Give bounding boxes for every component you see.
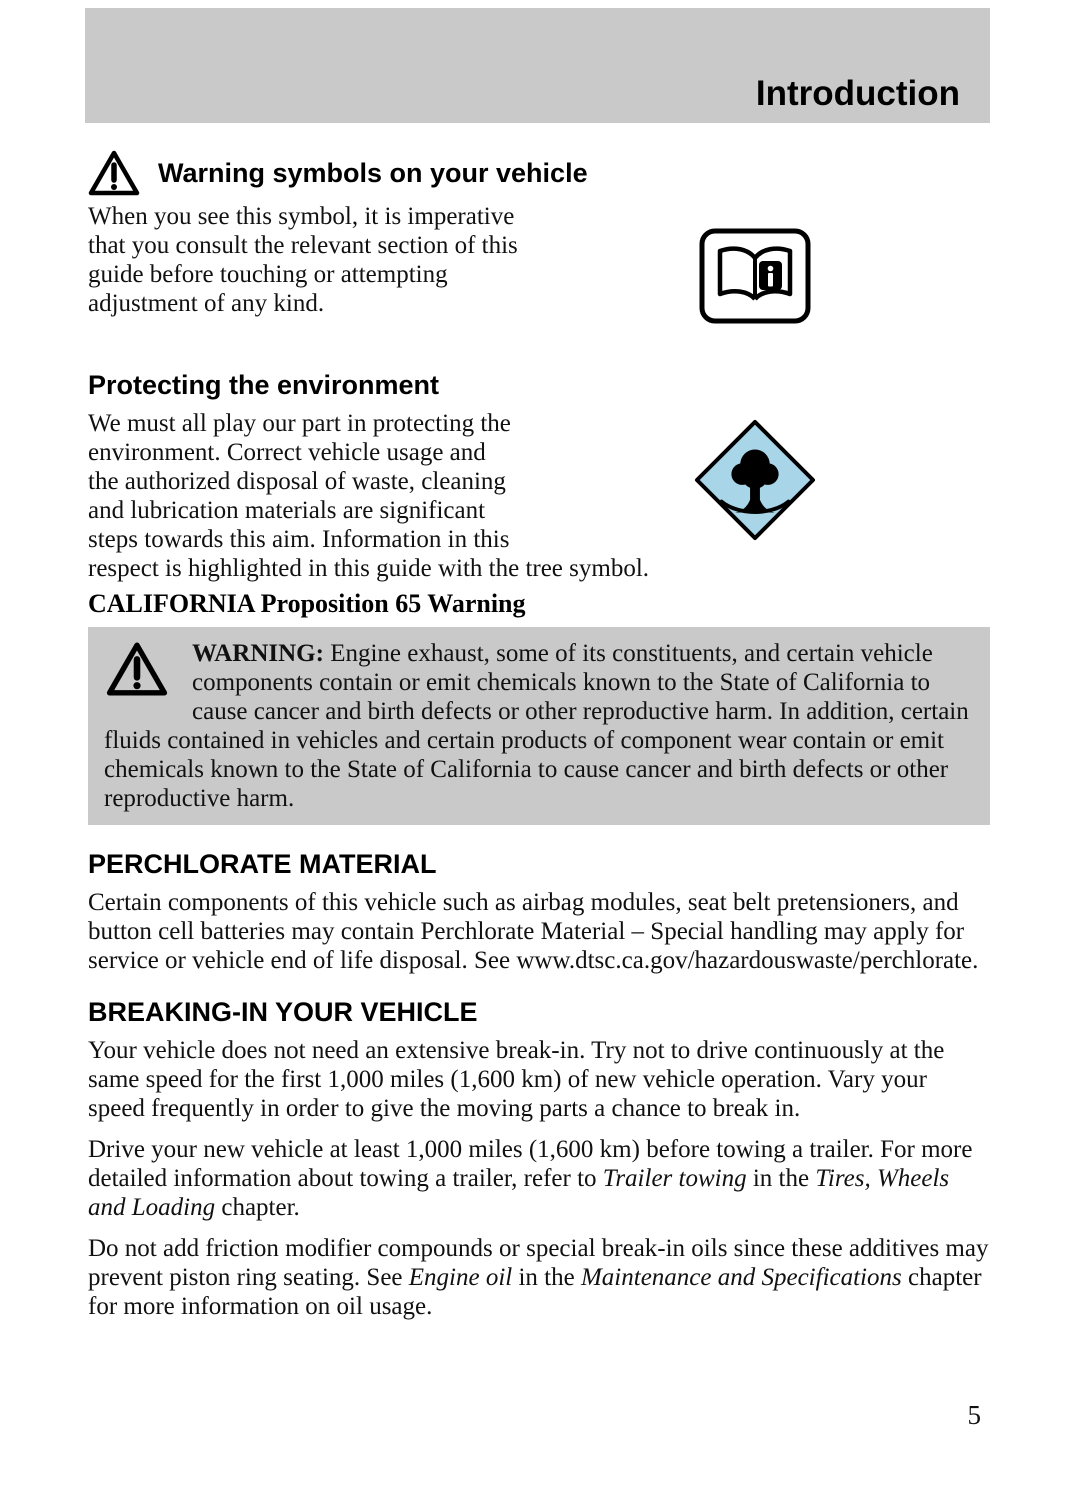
breaking-in-heading: BREAKING-IN YOUR VEHICLE bbox=[88, 997, 478, 1027]
warning-symbols-section bbox=[88, 202, 990, 350]
tree-environment-icon bbox=[520, 409, 990, 551]
breaking-in-paragraph-3: Do not add friction modifier compounds or special break-in oils since these additives may prevent piston ring seating. See Engine oil in the Maintenance and Specifications chapter for more information on oil usage. bbox=[88, 1235, 989, 1320]
warning-label: WARNING: bbox=[192, 640, 324, 667]
warning-symbols-heading-row bbox=[88, 150, 990, 196]
warning-triangle-icon bbox=[88, 150, 140, 196]
california-heading: CALIFORNIA Proposition 65 Warning bbox=[88, 589, 526, 618]
book-info-icon bbox=[520, 202, 990, 350]
perchlorate-heading: PERCHLORATE MATERIAL bbox=[88, 849, 437, 879]
page-title: Introduction bbox=[755, 74, 960, 113]
page-content bbox=[88, 148, 990, 1333]
california-warning-box bbox=[88, 627, 990, 825]
breaking-in-paragraph-1: Your vehicle does not need an extensive break-in. Try not to drive continuously at the same speed for the first 1,000 miles (1,600 km) of new vehicle operation. Vary your speed frequently in order to give the moving parts a chance to break in. bbox=[88, 1037, 945, 1122]
environment-paragraph: We must all play our part in protecting the environment. Correct vehicle usage and the authorized disposal of waste, cleaning and lubrication materials are significant steps towards this aim. Information in this respect is highlighted in this guide with the tree symbol. bbox=[88, 410, 650, 582]
environment-section bbox=[88, 409, 990, 583]
environment-heading: Protecting the environment bbox=[88, 370, 440, 400]
page-header-bar bbox=[85, 8, 990, 123]
california-warning-text bbox=[104, 639, 974, 813]
warning-body-text: Engine exhaust, some of its constituents, and certain vehicle components contain or emit chemicals known to the State of California to cause cancer and birth defects or other reproductive harm. In addition, certain fluids contained in vehicles and certain products of component wear contain or emit chemicals known to the State of California to cause cancer and birth defects or other reproductive harm. bbox=[104, 640, 969, 812]
page-number: 5 bbox=[967, 1400, 981, 1430]
perchlorate-paragraph: Certain components of this vehicle such as airbag modules, seat belt pretensioners, and button cell batteries may contain Perchlorate Material – Special handling may apply for service or vehicle end of life disposal. See www.dtsc.ca.gov/hazardouswaste/perchlorate. bbox=[88, 889, 979, 974]
breaking-in-paragraph-2: Drive your new vehicle at least 1,000 miles (1,600 km) before towing a trailer. For more detailed information about towing a trailer, refer to Trailer towing in the Tires, Wheels and Loading chapter. bbox=[88, 1136, 973, 1221]
warning-symbols-paragraph: When you see this symbol, it is imperative that you consult the relevant section of this guide before touching or attempting adjustment of any kind. bbox=[88, 203, 518, 317]
warning-triangle-icon bbox=[106, 641, 168, 697]
warning-symbols-heading: Warning symbols on your vehicle bbox=[158, 157, 588, 188]
